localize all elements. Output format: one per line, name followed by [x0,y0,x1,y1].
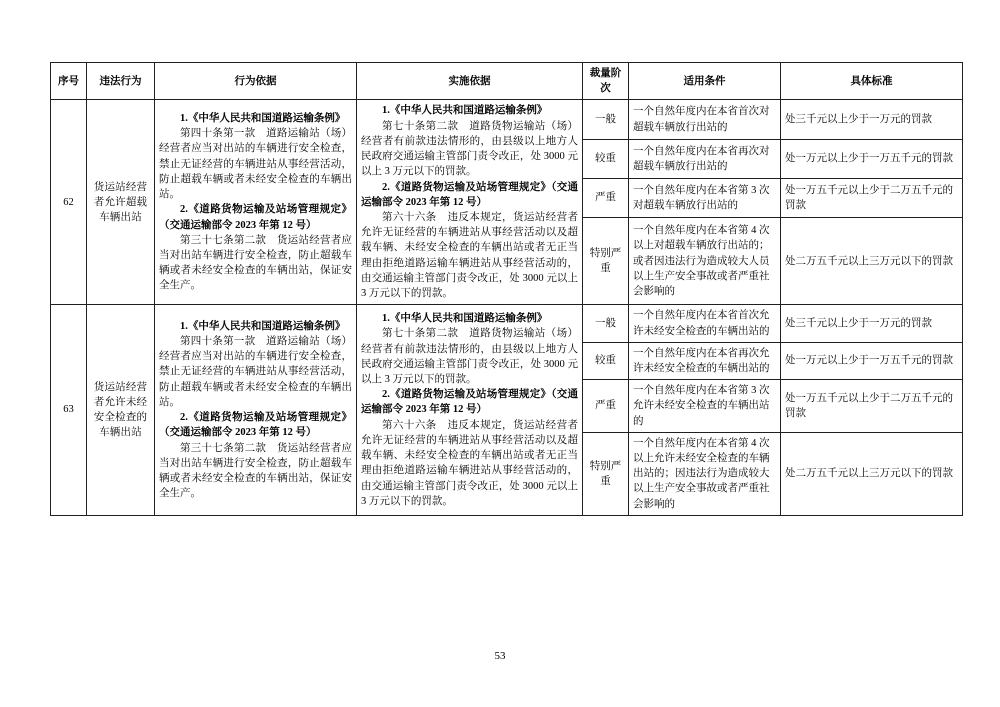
legal-basis-title: 1.《中华人民共和国道路运输条例》 [180,320,346,332]
cell-condition: 一个自然年度内在本省首次允许未经安全检查的车辆出站的 [629,305,781,342]
header-enforcement-basis: 实施依据 [357,63,583,100]
table-row [51,305,963,342]
cell-discretion-level: 严重 [583,178,629,217]
header-specific-standard: 具体标准 [781,63,963,100]
header-applicable-condition: 适用条件 [629,63,781,100]
legal-basis-text: 第四十条第一款 道路运输站（场）经营者应当对出站的车辆进行安全检查，禁止无证经营的车辆进站从事经营活动，防止超载车辆或者未经安全检查的车辆出站。 [159,336,352,408]
cell-legal-basis [155,100,357,305]
cell-seq: 63 [51,305,87,516]
cell-standard: 处三千元以上少于一万元的罚款 [781,305,963,342]
legal-basis-text: 第三十七条第二款 货运站经营者应当对出站车辆进行安全检查，防止超载车辆或者未经安全检查的车辆出站，保证安全生产。 [159,234,352,292]
legal-basis-text: 第三十七条第二款 货运站经营者应当对出站车辆进行安全检查，防止超载车辆或者未经安全检查的车辆出站，保证安全生产。 [159,442,352,500]
header-violation: 违法行为 [87,63,155,100]
page-number: 53 [494,650,506,662]
cell-condition: 一个自然年度内在本省第 3 次允许未经安全检查的车辆出站的 [629,380,781,433]
cell-condition: 一个自然年度内在本省第 3 次对超载车辆放行出站的 [629,178,781,217]
cell-standard: 处一万元以上少于一万五千元的罚款 [781,139,963,178]
enforcement-basis-title: 1.《中华人民共和国道路运输条例》 [382,105,548,117]
cell-seq: 62 [51,100,87,305]
cell-discretion-level: 较重 [583,139,629,178]
cell-violation: 货运站经营者允许未经安全检查的车辆出站 [87,305,155,516]
table-header [51,63,963,100]
cell-condition: 一个自然年度内在本省第 4 次以上允许未经安全检查的车辆出站的；因违法行为造成较大以上生产安全事故或者严重社会影响的 [629,432,781,515]
regulation-table-wrapper [50,62,962,516]
cell-enforcement-basis [357,305,583,516]
legal-basis-title: 2.《道路货物运输及站场管理规定》（交通运输部令 2023 年第 12 号） [159,204,352,231]
cell-condition: 一个自然年度内在本省再次对超载车辆放行出站的 [629,139,781,178]
enforcement-basis-text: 第七十条第二款 道路货物运输站（场）经营者有前款违法情形的，由县级以上地方人民政府交通运输主管部门责令改正，处 3000 元以上 3 万元以下的罚款。 [361,120,578,178]
header-seq: 序号 [51,63,87,100]
cell-discretion-level: 特别严重 [583,218,629,305]
table-header-row [51,63,963,100]
legal-basis-title: 2.《道路货物运输及站场管理规定》（交通运输部令 2023 年第 12 号） [159,412,352,439]
cell-standard: 处一万元以上少于一万五千元的罚款 [781,342,963,379]
cell-discretion-level: 严重 [583,380,629,433]
enforcement-basis-text: 第六十六条 违反本规定，货运站经营者允许无证经营的车辆进站从事经营活动以及超载车辆、未经安全检查的车辆出站或者无正当理由拒绝道路运输车辆进站从事经营活动的，由交通运输主管部门责令改正，处 3000 元以上 3 万元以下的罚款。 [361,419,578,507]
cell-discretion-level: 一般 [583,100,629,139]
cell-discretion-level: 特别严重 [583,432,629,515]
cell-enforcement-basis [357,100,583,305]
cell-standard: 处一万五千元以上少于二万五千元的罚款 [781,380,963,433]
table-row [51,100,963,139]
cell-legal-basis [155,305,357,516]
cell-condition: 一个自然年度内在本省首次对超载车辆放行出站的 [629,100,781,139]
cell-condition: 一个自然年度内在本省再次允许未经安全检查的车辆出站的 [629,342,781,379]
header-discretion-level: 裁量阶次 [583,63,629,100]
cell-standard: 处三千元以上少于一万元的罚款 [781,100,963,139]
cell-standard: 处一万五千元以上少于二万五千元的罚款 [781,178,963,217]
cell-standard: 处二万五千元以上三万元以下的罚款 [781,432,963,515]
table-body [51,100,963,515]
enforcement-basis-title: 2.《道路货物运输及站场管理规定》（交通运输部令 2023 年第 12 号） [361,181,578,208]
legal-basis-title: 1.《中华人民共和国道路运输条例》 [180,113,346,125]
enforcement-basis-title: 2.《道路货物运输及站场管理规定》（交通运输部令 2023 年第 12 号） [361,389,578,416]
enforcement-basis-text: 第六十六条 违反本规定，货运站经营者允许无证经营的车辆进站从事经营活动以及超载车辆、未经安全检查的车辆出站或者无正当理由拒绝道路运输车辆进站从事经营活动的，由交通运输主管部门责令改正，处 3000 元以上 3 万元以下的罚款。 [361,211,578,300]
enforcement-basis-text: 第七十条第二款 道路货物运输站（场）经营者有前款违法情形的，由县级以上地方人民政府交通运输主管部门责令改正，处 3000 元以上 3 万元以下的罚款。 [361,328,578,386]
enforcement-basis-title: 1.《中华人民共和国道路运输条例》 [382,313,548,325]
cell-condition: 一个自然年度内在本省第 4 次以上对超载车辆放行出站的；或者因违法行为造成较大人员以上生产安全事故或者严重社会影响的 [629,218,781,305]
cell-violation: 货运站经营者允许超载车辆出站 [87,100,155,305]
cell-standard: 处二万五千元以上三万元以下的罚款 [781,218,963,305]
regulation-table [50,62,963,516]
header-legal-basis: 行为依据 [155,63,357,100]
legal-basis-text: 第四十条第一款 道路运输站（场）经营者应当对出站的车辆进行安全检查，禁止无证经营的车辆进站从事经营活动，防止超载车辆或者未经安全检查的车辆出站。 [159,128,352,201]
cell-discretion-level: 较重 [583,342,629,379]
cell-discretion-level: 一般 [583,305,629,342]
